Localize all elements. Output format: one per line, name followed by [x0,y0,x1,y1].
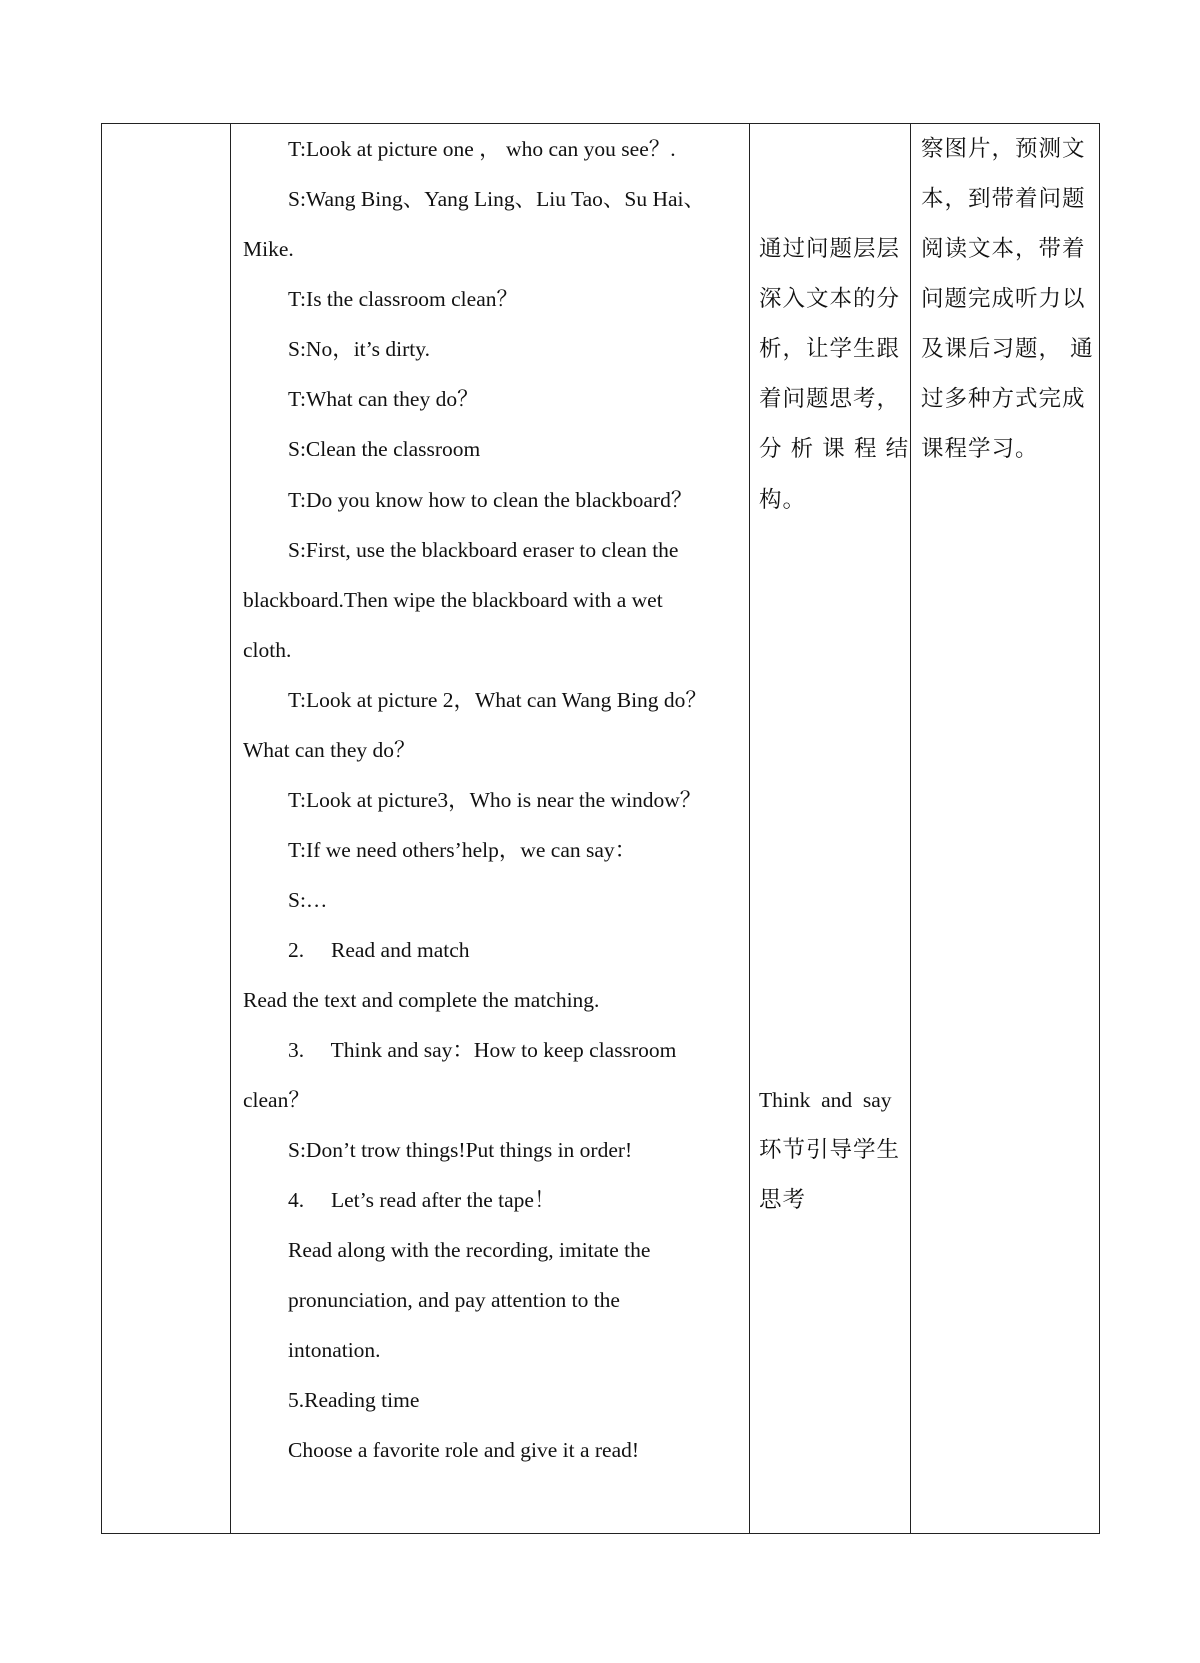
column-3-design-intent [749,124,910,1533]
text-line: 2. Read and match [288,938,470,962]
text-line: Read along with the recording, imitate the [288,1238,651,1262]
text-line: intonation. [288,1338,381,1362]
text-line: cloth. [243,638,292,662]
text-line: Choose a favorite role and give it a read! [288,1438,640,1462]
text-line: 4. Let’s read after the tape！ [288,1188,556,1212]
column-4-notes [910,124,1101,1533]
text-line: pronunciation, and pay attention to the [288,1288,620,1312]
text-line: 阅读文本，带着 [921,236,1086,262]
text-line: T:If we need others’help，we can say： [288,838,637,862]
text-line: 分 析 课 程 结 [759,436,910,462]
text-line: S:Wang Bing、Yang Ling、Liu Tao、Su Hai、 [288,187,706,211]
text-line: Think and say [759,1088,892,1112]
column-1-empty [102,124,230,1533]
text-line: 环节引导学生 [759,1137,901,1163]
text-line: S:First, use the blackboard eraser to clean the [288,538,679,562]
text-line: 过多种方式完成 [921,386,1086,412]
text-line: 课程学习。 [921,436,1039,462]
text-line: 本，到带着问题 [921,186,1086,212]
text-line: T:Look at picture 2，What can Wang Bing do？ [288,688,707,712]
text-line: S:… [288,888,328,912]
text-line: Read the text and complete the matching. [243,988,600,1012]
column-2-activities [230,124,749,1533]
text-line: blackboard.Then wipe the blackboard with a wet [243,588,663,612]
text-line: 深入文本的分 [759,286,901,312]
text-line: clean？ [243,1088,310,1112]
text-line: S:Clean the classroom [288,437,481,461]
text-line: 着问题思考， [759,386,901,412]
text-line: T:Look at picture3，Who is near the window？ [288,788,702,812]
text-line: 5.Reading time [288,1388,420,1412]
text-line: S:No，it’s dirty. [288,337,430,361]
text-line: 思考 [759,1187,807,1213]
text-line: T:Do you know how to clean the blackboard？ [288,488,693,512]
text-line: S:Don’t trow things!Put things in order! [288,1138,633,1162]
text-line: 问题完成听力以 [921,286,1086,312]
text-line: Mike. [243,237,294,261]
text-line: What can they do？ [243,738,416,762]
lesson-table [101,123,1100,1534]
text-line: T:What can they do？ [288,387,479,411]
text-line: 构。 [759,487,807,513]
text-line: T:Is the classroom clean？ [288,287,518,311]
text-line: T:Look at picture one ， who can you see？. [288,137,676,161]
text-line: 及课后习题， 通 [921,336,1094,362]
text-line: 通过问题层层 [759,236,901,262]
text-line: 析，让学生跟 [759,336,901,362]
text-line: 3. Think and say：How to keep classroom [288,1038,677,1062]
text-line: 察图片，预测文 [921,136,1086,162]
